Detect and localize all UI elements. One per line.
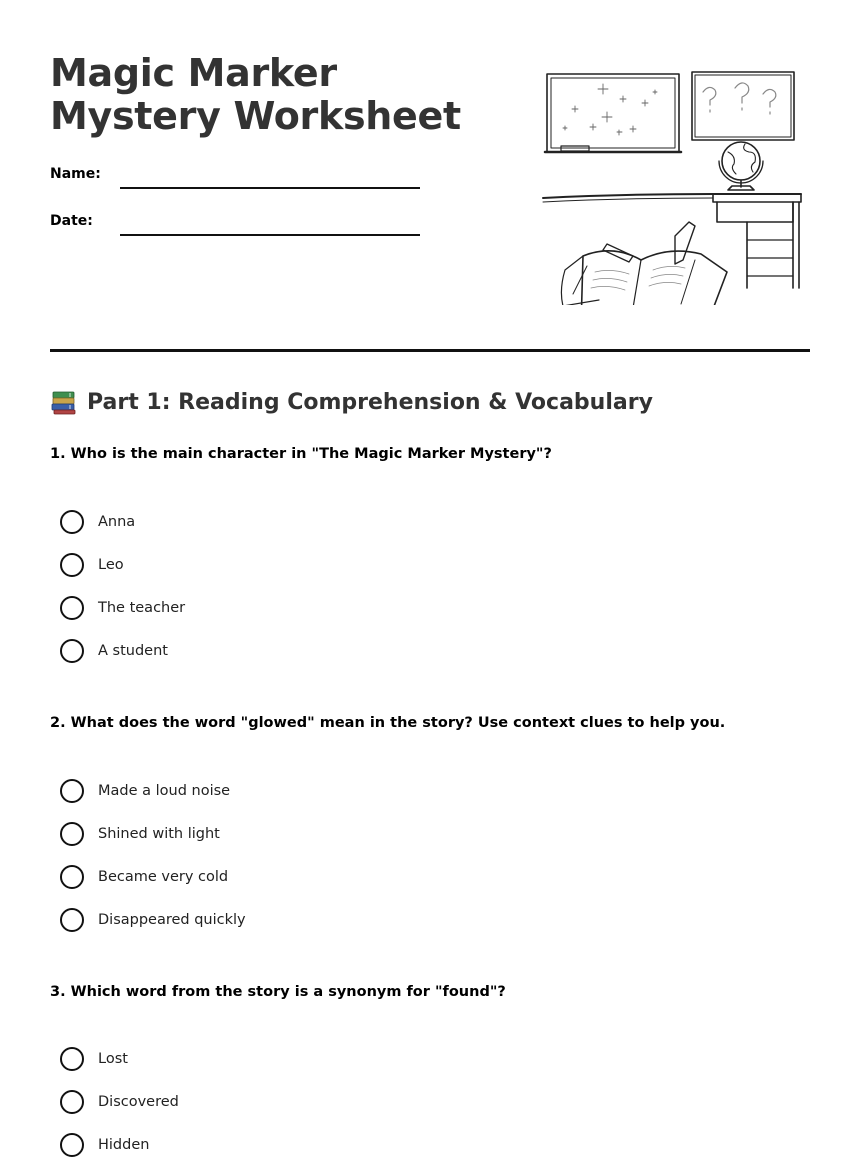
option-1a[interactable]	[60, 509, 135, 535]
date-label: Date:	[50, 213, 93, 229]
option-1b[interactable]	[60, 552, 124, 578]
option-2c[interactable]	[60, 864, 228, 890]
option-2a[interactable]	[60, 778, 230, 804]
option-label: Made a loud noise	[98, 783, 231, 799]
option-label: A student	[98, 643, 168, 659]
question-2: 2. What does the word "glowed" mean in the story? Use context clues to help you.	[50, 715, 726, 731]
question-1: 1. Who is the main character in "The Magic Marker Mystery"?	[50, 446, 552, 462]
option-3c[interactable]	[60, 1132, 149, 1158]
option-3b[interactable]	[60, 1089, 179, 1115]
radio-button[interactable]	[60, 1047, 84, 1071]
worksheet-title: Magic Marker Mystery Worksheet	[50, 51, 461, 138]
option-label: Lost	[98, 1051, 128, 1067]
option-2b[interactable]	[60, 821, 220, 847]
radio-button[interactable]	[60, 596, 84, 620]
option-label: The teacher	[98, 600, 186, 616]
name-label: Name:	[50, 166, 101, 182]
option-label: Leo	[98, 557, 124, 573]
radio-button[interactable]	[60, 553, 84, 577]
radio-button[interactable]	[60, 865, 84, 889]
option-label: Discovered	[98, 1094, 179, 1110]
option-1d[interactable]	[60, 638, 168, 664]
radio-button[interactable]	[60, 510, 84, 534]
question-3: 3. Which word from the story is a synonym for "found"?	[50, 984, 506, 1000]
books-icon	[50, 388, 78, 416]
option-label: Hidden	[98, 1137, 150, 1153]
radio-button[interactable]	[60, 779, 84, 803]
section-title: Part 1: Reading Comprehension & Vocabulary	[87, 389, 653, 415]
date-field[interactable]	[120, 234, 420, 236]
radio-button[interactable]	[60, 1133, 84, 1157]
radio-button[interactable]	[60, 639, 84, 663]
classroom-sketch-icon	[535, 60, 810, 305]
option-label: Anna	[98, 514, 136, 530]
radio-button[interactable]	[60, 822, 84, 846]
option-3a[interactable]	[60, 1046, 128, 1072]
option-label: Became very cold	[98, 869, 229, 885]
option-2d[interactable]	[60, 907, 246, 933]
option-label: Disappeared quickly	[98, 912, 246, 928]
header-divider	[50, 349, 810, 352]
option-1c[interactable]	[60, 595, 185, 621]
section-heading	[50, 388, 653, 416]
radio-button[interactable]	[60, 908, 84, 932]
radio-button[interactable]	[60, 1090, 84, 1114]
option-label: Shined with light	[98, 826, 220, 842]
name-field[interactable]	[120, 187, 420, 189]
